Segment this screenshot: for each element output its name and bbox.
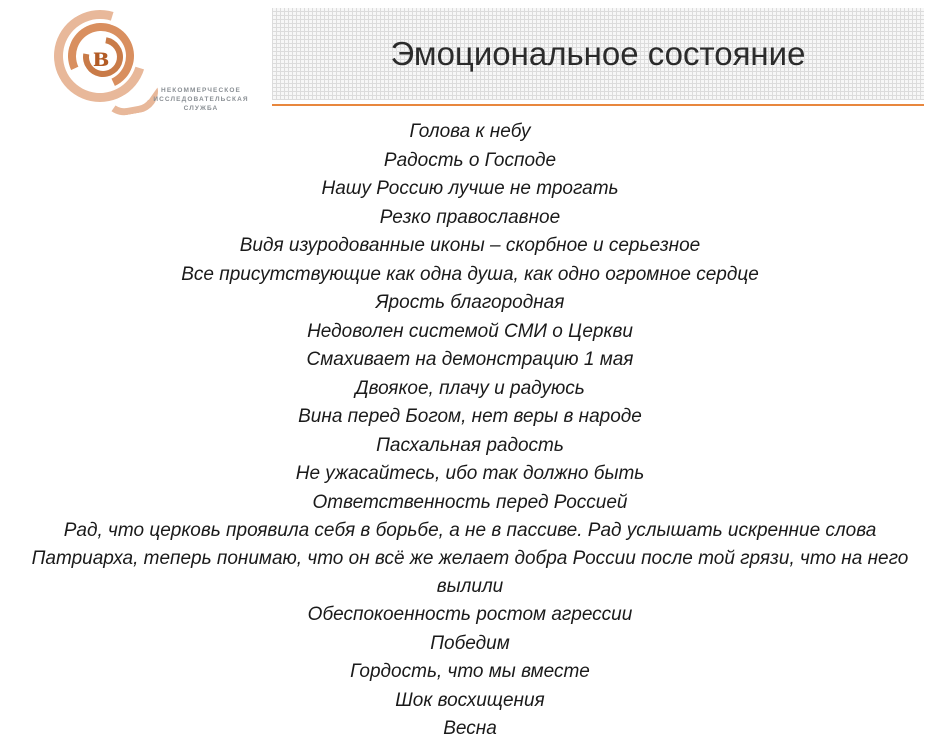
list-item: Не ужасайтесь, ибо так должно быть — [295, 463, 645, 484]
list-item: Вина перед Богом, нет веры в народе — [298, 406, 642, 427]
list-item: Ответственность перед Россией — [312, 491, 628, 513]
list-item: Нашу Россию лучше не трогать — [321, 178, 619, 199]
list-item: Гордость, что мы вместе — [350, 661, 590, 682]
logo-caption: НЕКОММЕРЧЕСКОЕ ИССЛЕДОВАТЕЛЬСКАЯ СЛУЖБА — [153, 87, 249, 112]
list-item: Резко православное — [379, 206, 561, 228]
title-underline — [272, 104, 924, 106]
body-content — [12, 118, 928, 744]
list-item: Двоякое, плачу и радуюсь — [355, 377, 585, 399]
list-item: Недоволен системой СМИ о Церкви — [307, 320, 633, 342]
page-title: Эмоциональное состояние — [390, 35, 806, 72]
list-item: Весна — [443, 718, 497, 739]
list-item: Победим — [430, 632, 510, 654]
list-item: Голова к небу — [409, 121, 531, 142]
list-item: Пасхальная радость — [376, 434, 564, 456]
logo-letter: в — [93, 40, 110, 73]
list-item: Обеспокоенность ростом агрессии — [307, 604, 633, 625]
list-item: Все присутствующие как одна душа, как одно огромное сердце — [181, 263, 759, 285]
list-item: Ярость благородная — [375, 292, 565, 313]
list-item: Видя изуродованные иконы – скорбное и серьезное — [239, 235, 701, 256]
list-item: Радость о Господе — [383, 149, 557, 171]
list-item: Смахивает на демонстрацию 1 мая — [306, 349, 634, 370]
logo — [18, 4, 258, 124]
list-item: Шок восхищения — [395, 689, 545, 711]
list-item: Рад, что церковь проявила себя в борьбе, а не в пассиве. Рад услышать искренние слова Патриарха, теперь понимаю, что он всё же желает добра России после той грязи, что на него вылили — [31, 520, 909, 597]
